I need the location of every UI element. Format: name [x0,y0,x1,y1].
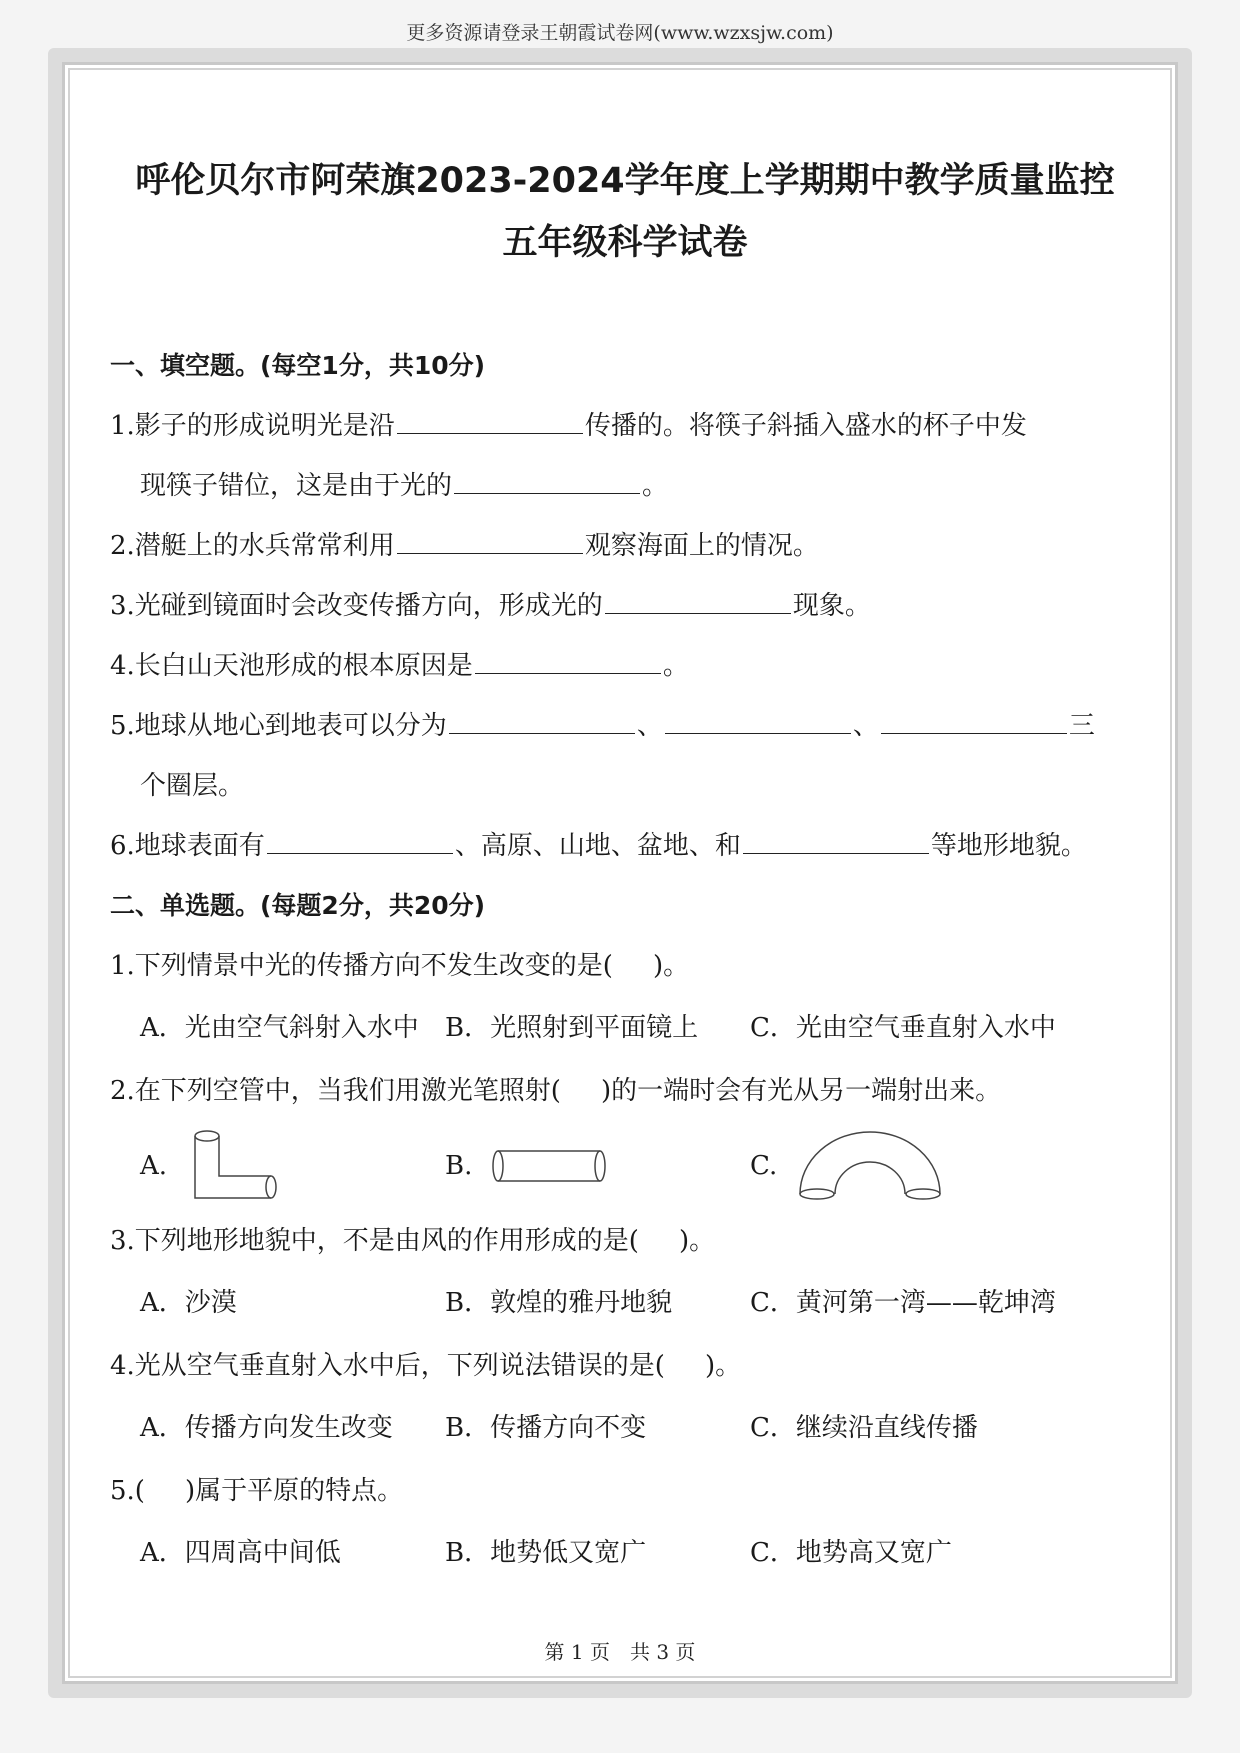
q-text: 6.地球表面有 [110,831,265,861]
answer-blank[interactable] [397,527,583,554]
q-text: 三 [1068,711,1095,741]
option-label: C. [750,1151,778,1181]
q-text: 、 [852,711,879,741]
answer-blank[interactable] [881,707,1067,734]
q-text: 传播的。将筷子斜插入盛水的杯子中发 [584,411,1027,441]
option-a[interactable]: A．沙漠 [140,1288,237,1318]
straight-tube-icon [490,1146,610,1186]
fill-question-5 [110,696,1140,756]
option-c[interactable]: C．光由空气垂直射入水中 [750,1013,1056,1043]
fill-question-6 [110,816,1140,876]
q-text: 个圈层。 [140,771,245,801]
page-footer: 第 1 页 共 3 页 [544,1640,696,1664]
q-text: 等地形地貌。 [930,831,1087,861]
option-label: A. [140,1151,168,1181]
q-text: )。 [652,951,690,981]
option-c[interactable] [750,1126,1055,1206]
answer-blank[interactable] [665,707,851,734]
q-text: 2.潜艇上的水兵常常利用 [110,531,395,561]
q-text: 1.影子的形成说明光是沿 [110,411,395,441]
fill-question-1 [110,396,1140,456]
q-text: 2.在下列空管中，当我们用激光笔照射( [110,1076,561,1106]
q-text: 3.下列地形地貌中，不是由风的作用形成的是( [110,1226,639,1256]
option-label: B. [445,1151,473,1181]
option-a[interactable]: A．四周高中间低 [140,1538,341,1568]
q-text: 。 [662,651,689,681]
answer-blank[interactable] [397,407,583,434]
answer-blank[interactable] [475,647,661,674]
page-header: 更多资源请登录王朝霞试卷网(www.wzxsjw.com) [406,22,834,44]
q-text: 5.地球从地心到地表可以分为 [110,711,447,741]
option-b[interactable]: B．传播方向不变 [445,1413,647,1443]
option-b[interactable] [445,1146,750,1186]
q-text: 、高原、山地、盆地、和 [454,831,741,861]
q-text: )。 [678,1226,716,1256]
choice-question-4 [110,1336,1140,1396]
option-a[interactable]: A．光由空气斜射入水中 [140,1013,419,1043]
option-a[interactable] [140,1126,445,1206]
options-3 [110,1271,1140,1336]
q-text: 观察海面上的情况。 [584,531,819,561]
section-1-heading: 一、填空题。(每空1分，共10分) [110,351,486,380]
answer-blank[interactable] [743,827,929,854]
exam-title [110,150,1140,274]
section-2-heading: 二、单选题。(每题2分，共20分) [110,891,486,920]
q-text: 现象。 [792,591,871,621]
option-c[interactable]: C．地势高又宽广 [750,1538,952,1568]
answer-blank[interactable] [605,587,791,614]
exam-content [110,150,1140,1586]
q-text: 5.( [110,1476,145,1506]
option-b[interactable]: B．地势低又宽广 [445,1538,647,1568]
title-line-1: 呼伦贝尔市阿荣旗2023-2024学年度上学期期中教学质量监控 [135,161,1115,201]
q-text: 1.下列情景中光的传播方向不发生改变的是( [110,951,613,981]
choice-question-2 [110,1061,1140,1121]
option-b[interactable]: B．光照射到平面镜上 [445,1013,699,1043]
choice-question-3 [110,1211,1140,1271]
option-b[interactable]: B．敦煌的雅丹地貌 [445,1288,673,1318]
q-text: 3.光碰到镜面时会改变传播方向，形成光的 [110,591,603,621]
options-1 [110,996,1140,1061]
fill-question-4 [110,636,1140,696]
fill-question-1-cont [110,456,1140,516]
answer-blank[interactable] [454,467,640,494]
q-text: 。 [642,471,669,501]
q-text: 现筷子错位，这是由于光的 [140,471,453,501]
options-5 [110,1521,1140,1586]
option-a[interactable]: A．传播方向发生改变 [140,1413,393,1443]
curved-tube-icon [795,1126,945,1206]
options-2 [110,1121,1140,1211]
answer-blank[interactable] [449,707,635,734]
option-c[interactable]: C．继续沿直线传播 [750,1413,978,1443]
q-text: )属于平原的特点。 [184,1476,404,1506]
q-text: )的一端时会有光从另一端射出来。 [600,1076,1002,1106]
fill-question-2 [110,516,1140,576]
choice-question-1 [110,936,1140,996]
options-4 [110,1396,1140,1461]
l-shaped-tube-icon [185,1126,285,1206]
q-text: 4.长白山天池形成的根本原因是 [110,651,473,681]
q-text: 、 [636,711,663,741]
q-text: )。 [704,1351,742,1381]
option-c[interactable]: C．黄河第一湾——乾坤湾 [750,1288,1056,1318]
answer-blank[interactable] [267,827,453,854]
title-line-2: 五年级科学试卷 [502,223,748,263]
q-text: 4.光从空气垂直射入水中后，下列说法错误的是( [110,1351,665,1381]
fill-question-3 [110,576,1140,636]
choice-question-5 [110,1461,1140,1521]
fill-question-5-cont [110,756,1140,816]
